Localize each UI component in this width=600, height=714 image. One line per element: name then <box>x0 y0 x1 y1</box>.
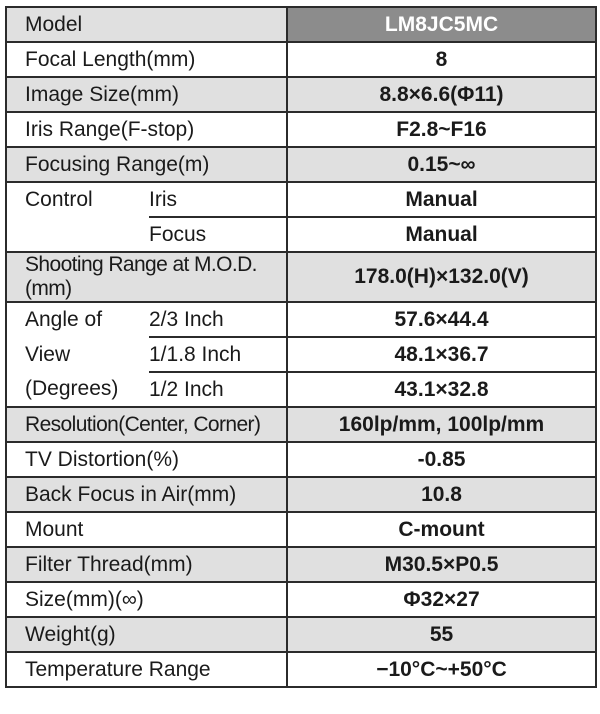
angle-sensor-2-3: 2/3 Inch <box>149 302 287 337</box>
control-label: Control <box>6 182 149 217</box>
row-image-size <box>6 77 596 112</box>
temperature-label: Temperature Range <box>6 652 287 687</box>
row-control-focus <box>6 217 596 252</box>
row-angle-1-2 <box>6 372 596 407</box>
back-focus-value: 10.8 <box>287 477 596 512</box>
size-value: Φ32×27 <box>287 582 596 617</box>
angle-sensor-1-1-8: 1/1.8 Inch <box>149 337 287 372</box>
focal-length-label: Focal Length(mm) <box>6 42 287 77</box>
row-control-iris <box>6 182 596 217</box>
mount-value: C-mount <box>287 512 596 547</box>
filter-thread-label: Filter Thread(mm) <box>6 547 287 582</box>
mount-label: Mount <box>6 512 287 547</box>
row-weight <box>6 617 596 652</box>
control-iris-label: Iris <box>149 182 287 217</box>
row-focal-length <box>6 42 596 77</box>
image-size-value: 8.8×6.6(Φ11) <box>287 77 596 112</box>
row-angle-2-3 <box>6 302 596 337</box>
row-mount <box>6 512 596 547</box>
angle-label-line2: View <box>6 337 149 372</box>
control-label-spacer <box>6 217 149 252</box>
row-filter-thread <box>6 547 596 582</box>
angle-value-1-1-8: 48.1×36.7 <box>287 337 596 372</box>
control-focus-value: Manual <box>287 217 596 252</box>
image-size-label: Image Size(mm) <box>6 77 287 112</box>
focusing-range-label: Focusing Range(m) <box>6 147 287 182</box>
temperature-value: −10°C~+50°C <box>287 652 596 687</box>
tv-distortion-value: -0.85 <box>287 442 596 477</box>
angle-label-line1: Angle of <box>6 302 149 337</box>
control-focus-label: Focus <box>149 217 287 252</box>
row-angle-1-1-8 <box>6 337 596 372</box>
row-back-focus <box>6 477 596 512</box>
angle-value-1-2: 43.1×32.8 <box>287 372 596 407</box>
row-resolution <box>6 407 596 442</box>
resolution-value: 160lp/mm, 100lp/mm <box>287 407 596 442</box>
row-iris-range <box>6 112 596 147</box>
row-temperature <box>6 652 596 687</box>
focusing-range-value: 0.15~∞ <box>287 147 596 182</box>
model-value: LM8JC5MC <box>287 7 596 42</box>
back-focus-label: Back Focus in Air(mm) <box>6 477 287 512</box>
row-size <box>6 582 596 617</box>
row-shooting-range <box>6 252 596 302</box>
shooting-range-value: 178.0(H)×132.0(V) <box>287 252 596 302</box>
control-iris-value: Manual <box>287 182 596 217</box>
size-label: Size(mm)(∞) <box>6 582 287 617</box>
weight-label: Weight(g) <box>6 617 287 652</box>
focal-length-value: 8 <box>287 42 596 77</box>
row-tv-distortion <box>6 442 596 477</box>
row-focusing-range <box>6 147 596 182</box>
weight-value: 55 <box>287 617 596 652</box>
angle-value-2-3: 57.6×44.4 <box>287 302 596 337</box>
row-model <box>6 7 596 42</box>
filter-thread-value: M30.5×P0.5 <box>287 547 596 582</box>
iris-range-label: Iris Range(F-stop) <box>6 112 287 147</box>
angle-sensor-1-2: 1/2 Inch <box>149 372 287 407</box>
iris-range-value: F2.8~F16 <box>287 112 596 147</box>
spec-table <box>5 6 597 688</box>
angle-label-line3: (Degrees) <box>6 372 149 407</box>
tv-distortion-label: TV Distortion(%) <box>6 442 287 477</box>
shooting-range-label: Shooting Range at M.O.D.(mm) <box>6 252 287 302</box>
resolution-label: Resolution(Center, Corner) <box>6 407 287 442</box>
model-label: Model <box>6 7 287 42</box>
